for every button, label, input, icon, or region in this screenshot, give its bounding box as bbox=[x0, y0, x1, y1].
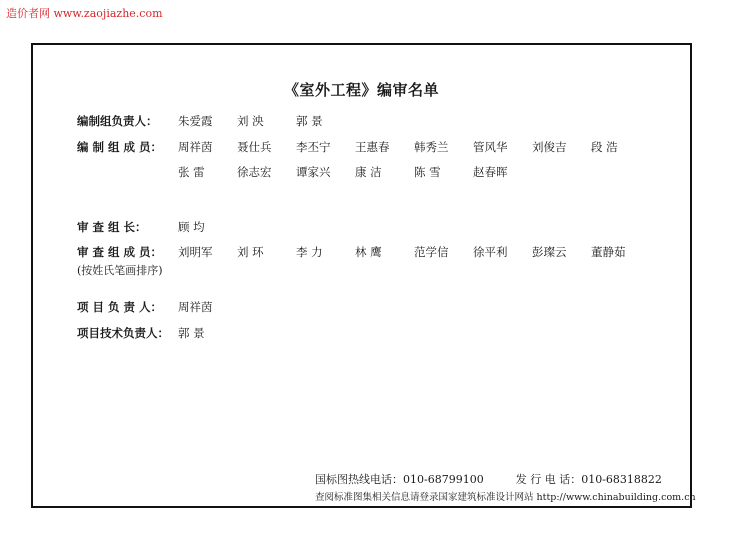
person-name: 朱爱霞 bbox=[178, 114, 213, 128]
person-name: 顾 均 bbox=[178, 220, 205, 234]
person-name: 郭 景 bbox=[296, 114, 323, 128]
person-name: 周祥茵 bbox=[178, 300, 213, 314]
person-name: 李丕宁 bbox=[296, 140, 331, 154]
row-label: 项目技术负责人： bbox=[77, 326, 169, 340]
person-name: 刘俊吉 bbox=[532, 140, 567, 154]
person-name: 周祥茵 bbox=[178, 140, 213, 154]
person-name: 刘 环 bbox=[237, 245, 264, 259]
person-name: 林 鹰 bbox=[355, 245, 382, 259]
person-name: 韩秀兰 bbox=[414, 140, 449, 154]
person-name: 徐平利 bbox=[473, 245, 508, 259]
hotline-text: 国标图热线电话：010-68799100 bbox=[315, 473, 484, 486]
person-name: 管风华 bbox=[473, 140, 508, 154]
person-name: 彭璨云 bbox=[532, 245, 567, 259]
footer-phones bbox=[315, 471, 662, 487]
person-name: 段 浩 bbox=[591, 140, 618, 154]
sales-phone-text: 发 行 电 话：010-68318822 bbox=[515, 473, 662, 486]
page-title: 《室外工程》编审名单 bbox=[283, 81, 439, 99]
person-name: 聂仕兵 bbox=[237, 140, 272, 154]
person-name: 王惠春 bbox=[355, 140, 390, 154]
person-name: 康 洁 bbox=[355, 165, 382, 179]
person-name: 李 力 bbox=[296, 245, 323, 259]
watermark-text: 造价者网 www.zaojiazhe.com bbox=[6, 7, 163, 20]
person-name: 赵春晖 bbox=[473, 165, 508, 179]
person-name: 陈 雪 bbox=[414, 165, 441, 179]
document-frame bbox=[31, 43, 696, 508]
person-name: 刘 泱 bbox=[237, 114, 264, 128]
person-name: 刘明军 bbox=[178, 245, 213, 259]
person-name: 郭 景 bbox=[178, 326, 205, 340]
person-name: 谭家兴 bbox=[296, 165, 331, 179]
footer-website: 查阅标准图集相关信息请登录国家建筑标准设计网站 http://www.chinabuilding.com.cn bbox=[315, 492, 696, 503]
row-label: 项 目 负 责 人： bbox=[77, 300, 163, 314]
person-name: 徐志宏 bbox=[237, 165, 272, 179]
row-label: 编 制 组 成 员： bbox=[77, 140, 163, 154]
person-name: 张 雷 bbox=[178, 165, 205, 179]
row-label: 审 查 组 长： bbox=[77, 220, 147, 234]
row-sublabel: (按姓氏笔画排序) bbox=[77, 264, 163, 277]
row-label: 编制组负责人： bbox=[77, 114, 158, 128]
person-name: 董静茹 bbox=[591, 245, 626, 259]
person-name: 范学信 bbox=[414, 245, 449, 259]
row-label: 审 查 组 成 员： bbox=[77, 245, 163, 259]
